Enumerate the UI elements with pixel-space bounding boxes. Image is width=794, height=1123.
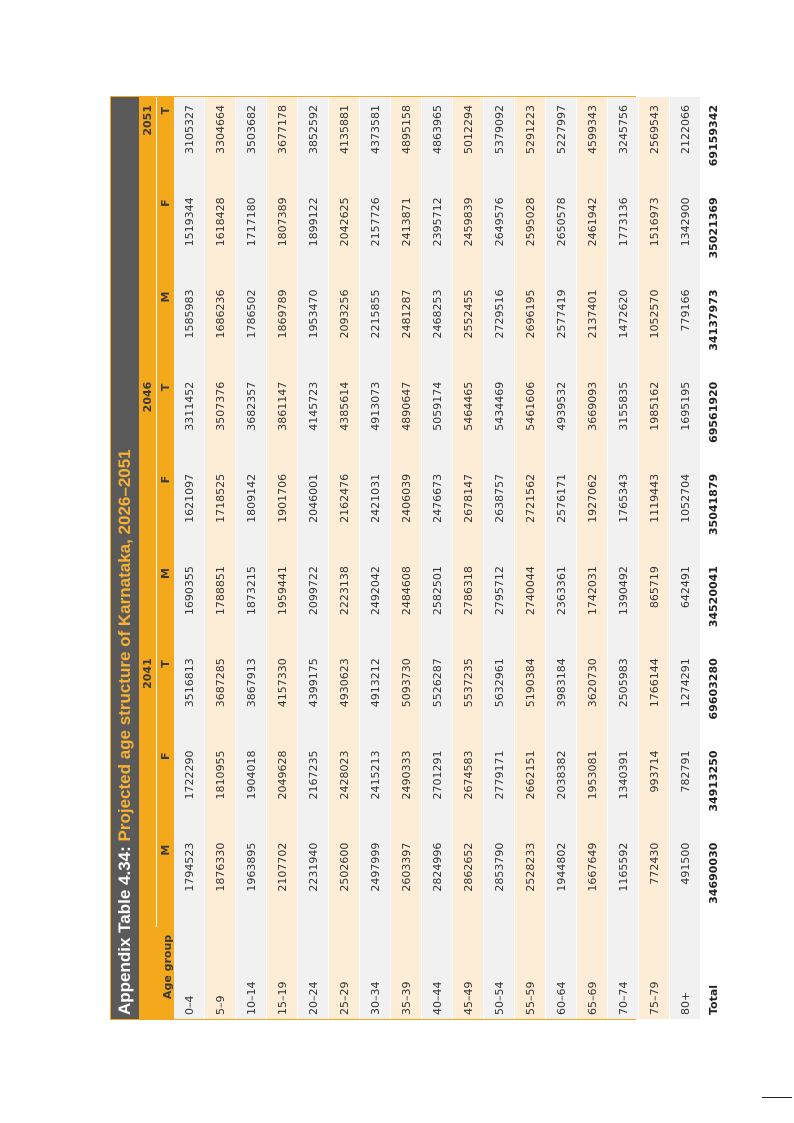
value-cell: 3682357 [236, 374, 267, 466]
value-cell: 2638757 [484, 466, 515, 558]
value-cell: 1927062 [577, 466, 608, 558]
value-cell: 2038382 [546, 742, 577, 834]
table-row [670, 97, 701, 1019]
value-cell: 3245756 [608, 97, 639, 189]
value-cell: 2528233 [515, 835, 546, 927]
value-cell: 2157726 [360, 189, 391, 281]
value-cell: 4399175 [298, 650, 329, 742]
value-cell: 2569543 [639, 97, 670, 189]
value-cell: 1899122 [298, 189, 329, 281]
value-cell: 5227997 [546, 97, 577, 189]
value-cell: 2582501 [422, 558, 453, 650]
value-cell: 2490333 [391, 742, 422, 834]
age-group-cell: 50–54 [484, 927, 515, 1019]
age-group-cell: 15–19 [267, 927, 298, 1019]
value-cell: 1690355 [174, 558, 205, 650]
value-cell: 3105327 [174, 97, 205, 189]
table-row [639, 97, 670, 1019]
sex-header: T [157, 97, 175, 189]
value-cell: 4599343 [577, 97, 608, 189]
value-cell: 2413871 [391, 189, 422, 281]
total-label: Total [701, 927, 726, 1019]
sex-header: T [157, 374, 175, 466]
value-cell: 642491 [670, 558, 701, 650]
value-cell: 4895158 [391, 97, 422, 189]
value-cell: 865719 [639, 558, 670, 650]
total-value-cell: 35021369 [701, 189, 726, 281]
age-group-cell: 75–79 [639, 927, 670, 1019]
value-cell: 4930623 [329, 650, 360, 742]
total-value-cell: 69159342 [701, 97, 726, 189]
value-cell: 4913212 [360, 650, 391, 742]
year-header-row [139, 97, 157, 1019]
page-rule [762, 1097, 792, 1098]
value-cell: 2552455 [453, 282, 484, 374]
value-cell: 2721562 [515, 466, 546, 558]
value-cell: 1274291 [670, 650, 701, 742]
value-cell: 5291223 [515, 97, 546, 189]
value-cell: 1953470 [298, 282, 329, 374]
value-cell: 4890647 [391, 374, 422, 466]
value-cell: 772430 [639, 835, 670, 927]
value-cell: 2481287 [391, 282, 422, 374]
year-header: 2046 [139, 374, 157, 651]
age-group-cell: 35–39 [391, 927, 422, 1019]
value-cell: 4157330 [267, 650, 298, 742]
value-cell: 1953081 [577, 742, 608, 834]
value-cell: 491500 [670, 835, 701, 927]
value-cell: 2099722 [298, 558, 329, 650]
sex-header: M [157, 558, 175, 650]
value-cell: 2231940 [298, 835, 329, 927]
age-group-cell: 70–74 [608, 927, 639, 1019]
total-value-cell: 69561920 [701, 374, 726, 466]
value-cell: 2049628 [267, 742, 298, 834]
value-cell: 1340391 [608, 742, 639, 834]
age-group-cell: 5–9 [205, 927, 236, 1019]
value-cell: 3677178 [267, 97, 298, 189]
value-cell: 5190384 [515, 650, 546, 742]
value-cell: 1621097 [174, 466, 205, 558]
value-cell: 2576171 [546, 466, 577, 558]
age-group-cell: 55–59 [515, 927, 546, 1019]
value-cell: 3311452 [174, 374, 205, 466]
value-cell: 2492042 [360, 558, 391, 650]
value-cell: 2862652 [453, 835, 484, 927]
age-group-cell: 40–44 [422, 927, 453, 1019]
sex-header: F [157, 466, 175, 558]
value-cell: 2484608 [391, 558, 422, 650]
value-cell: 4135881 [329, 97, 360, 189]
value-cell: 3503682 [236, 97, 267, 189]
value-cell: 1904018 [236, 742, 267, 834]
value-cell: 2502600 [329, 835, 360, 927]
value-cell: 5093730 [391, 650, 422, 742]
value-cell: 2406039 [391, 466, 422, 558]
table-title-prefix: Appendix Table 4.34: [115, 846, 134, 1015]
value-cell: 1766144 [639, 650, 670, 742]
value-cell: 1985162 [639, 374, 670, 466]
value-cell: 1722290 [174, 742, 205, 834]
value-cell: 2603397 [391, 835, 422, 927]
value-cell: 3155835 [608, 374, 639, 466]
value-cell: 3620730 [577, 650, 608, 742]
rotated-table-container [110, 96, 720, 1020]
value-cell: 2824996 [422, 835, 453, 927]
value-cell: 2696195 [515, 282, 546, 374]
value-cell: 1516973 [639, 189, 670, 281]
value-cell: 2662151 [515, 742, 546, 834]
table-row [236, 97, 267, 1019]
value-cell: 5059174 [422, 374, 453, 466]
value-cell: 5461606 [515, 374, 546, 466]
value-cell: 2428023 [329, 742, 360, 834]
value-cell: 4939532 [546, 374, 577, 466]
value-cell: 1052704 [670, 466, 701, 558]
value-cell: 2701291 [422, 742, 453, 834]
value-cell: 5012294 [453, 97, 484, 189]
value-cell: 2223138 [329, 558, 360, 650]
table-row [205, 97, 236, 1019]
sex-header-row [157, 97, 175, 1019]
total-row [701, 97, 726, 1019]
sex-header: F [157, 742, 175, 834]
value-cell: 1695195 [670, 374, 701, 466]
value-cell: 993714 [639, 742, 670, 834]
table-row [515, 97, 546, 1019]
table-row [608, 97, 639, 1019]
value-cell: 4913073 [360, 374, 391, 466]
total-value-cell: 34520041 [701, 558, 726, 650]
table-row [267, 97, 298, 1019]
age-group-cell: 0–4 [174, 927, 205, 1019]
value-cell: 2395712 [422, 189, 453, 281]
value-cell: 2046001 [298, 466, 329, 558]
value-cell: 1618428 [205, 189, 236, 281]
value-cell: 2649576 [484, 189, 515, 281]
age-group-header: Age group [139, 927, 174, 1019]
table-title-text: Projected age structure of Karnataka, 2026–2051 [115, 449, 134, 847]
year-header: 2051 [139, 97, 157, 374]
value-cell: 1717180 [236, 189, 267, 281]
value-cell: 1342900 [670, 189, 701, 281]
table-row [577, 97, 608, 1019]
value-cell: 4863965 [422, 97, 453, 189]
value-cell: 1390492 [608, 558, 639, 650]
value-cell: 2421031 [360, 466, 391, 558]
value-cell: 1873215 [236, 558, 267, 650]
value-cell: 2162476 [329, 466, 360, 558]
value-cell: 2459839 [453, 189, 484, 281]
sex-header: F [157, 189, 175, 281]
value-cell: 2468253 [422, 282, 453, 374]
value-cell: 2476673 [422, 466, 453, 558]
value-cell: 3852592 [298, 97, 329, 189]
value-cell: 2674583 [453, 742, 484, 834]
value-cell: 2650578 [546, 189, 577, 281]
value-cell: 1119443 [639, 466, 670, 558]
sex-header: M [157, 835, 175, 927]
value-cell: 1788851 [205, 558, 236, 650]
sex-header: M [157, 282, 175, 374]
table-row [453, 97, 484, 1019]
value-cell: 3669093 [577, 374, 608, 466]
value-cell: 5464465 [453, 374, 484, 466]
age-group-cell: 10–14 [236, 927, 267, 1019]
value-cell: 2505983 [608, 650, 639, 742]
value-cell: 2363361 [546, 558, 577, 650]
age-group-cell: 80+ [670, 927, 701, 1019]
age-group-cell: 45–49 [453, 927, 484, 1019]
value-cell: 1810955 [205, 742, 236, 834]
value-cell: 2795712 [484, 558, 515, 650]
value-cell: 2215855 [360, 282, 391, 374]
value-cell: 2167235 [298, 742, 329, 834]
value-cell: 5434469 [484, 374, 515, 466]
value-cell: 2042625 [329, 189, 360, 281]
value-cell: 2122066 [670, 97, 701, 189]
table-row [546, 97, 577, 1019]
table-row [484, 97, 515, 1019]
table-row [298, 97, 329, 1019]
value-cell: 1773136 [608, 189, 639, 281]
value-cell: 1807389 [267, 189, 298, 281]
value-cell: 5379092 [484, 97, 515, 189]
value-cell: 1165592 [608, 835, 639, 927]
value-cell: 5632961 [484, 650, 515, 742]
value-cell: 4385614 [329, 374, 360, 466]
value-cell: 1959441 [267, 558, 298, 650]
value-cell: 2137401 [577, 282, 608, 374]
year-header: 2041 [139, 650, 157, 927]
table-row [391, 97, 422, 1019]
value-cell: 2577419 [546, 282, 577, 374]
value-cell: 3304664 [205, 97, 236, 189]
value-cell: 3983184 [546, 650, 577, 742]
age-group-cell: 30–34 [360, 927, 391, 1019]
value-cell: 4145723 [298, 374, 329, 466]
table-row [422, 97, 453, 1019]
value-cell: 3516813 [174, 650, 205, 742]
age-group-cell: 20–24 [298, 927, 329, 1019]
value-cell: 2595028 [515, 189, 546, 281]
value-cell: 1585983 [174, 282, 205, 374]
value-cell: 3687285 [205, 650, 236, 742]
value-cell: 1667649 [577, 835, 608, 927]
value-cell: 1765343 [608, 466, 639, 558]
value-cell: 1809142 [236, 466, 267, 558]
value-cell: 2779171 [484, 742, 515, 834]
value-cell: 2497999 [360, 835, 391, 927]
value-cell: 2678147 [453, 466, 484, 558]
value-cell: 1718525 [205, 466, 236, 558]
total-value-cell: 35041879 [701, 466, 726, 558]
total-value-cell: 69603280 [701, 650, 726, 742]
value-cell: 2415213 [360, 742, 391, 834]
table-row [360, 97, 391, 1019]
value-cell: 1944802 [546, 835, 577, 927]
age-group-cell: 60–64 [546, 927, 577, 1019]
value-cell: 2729516 [484, 282, 515, 374]
value-cell: 779166 [670, 282, 701, 374]
value-cell: 5526287 [422, 650, 453, 742]
table-row [329, 97, 360, 1019]
table-row [174, 97, 205, 1019]
value-cell: 3861147 [267, 374, 298, 466]
total-value-cell: 34913250 [701, 742, 726, 834]
value-cell: 1052570 [639, 282, 670, 374]
age-structure-table [139, 97, 726, 1019]
value-cell: 1794523 [174, 835, 205, 927]
age-group-cell: 65–69 [577, 927, 608, 1019]
value-cell: 2461942 [577, 189, 608, 281]
sex-header: T [157, 650, 175, 742]
value-cell: 1472620 [608, 282, 639, 374]
value-cell: 3507376 [205, 374, 236, 466]
value-cell: 5537235 [453, 650, 484, 742]
value-cell: 782791 [670, 742, 701, 834]
value-cell: 2740044 [515, 558, 546, 650]
value-cell: 4373581 [360, 97, 391, 189]
value-cell: 2107702 [267, 835, 298, 927]
value-cell: 1876330 [205, 835, 236, 927]
table-body [174, 97, 726, 1019]
value-cell: 2786318 [453, 558, 484, 650]
value-cell: 3867913 [236, 650, 267, 742]
value-cell: 2093256 [329, 282, 360, 374]
value-cell: 1901706 [267, 466, 298, 558]
value-cell: 1869789 [267, 282, 298, 374]
value-cell: 2853790 [484, 835, 515, 927]
table-title [111, 97, 139, 1019]
value-cell: 1786502 [236, 282, 267, 374]
value-cell: 1519344 [174, 189, 205, 281]
value-cell: 1742031 [577, 558, 608, 650]
age-group-cell: 25–29 [329, 927, 360, 1019]
total-value-cell: 34690030 [701, 835, 726, 927]
value-cell: 1686236 [205, 282, 236, 374]
value-cell: 1963895 [236, 835, 267, 927]
total-value-cell: 34137973 [701, 282, 726, 374]
